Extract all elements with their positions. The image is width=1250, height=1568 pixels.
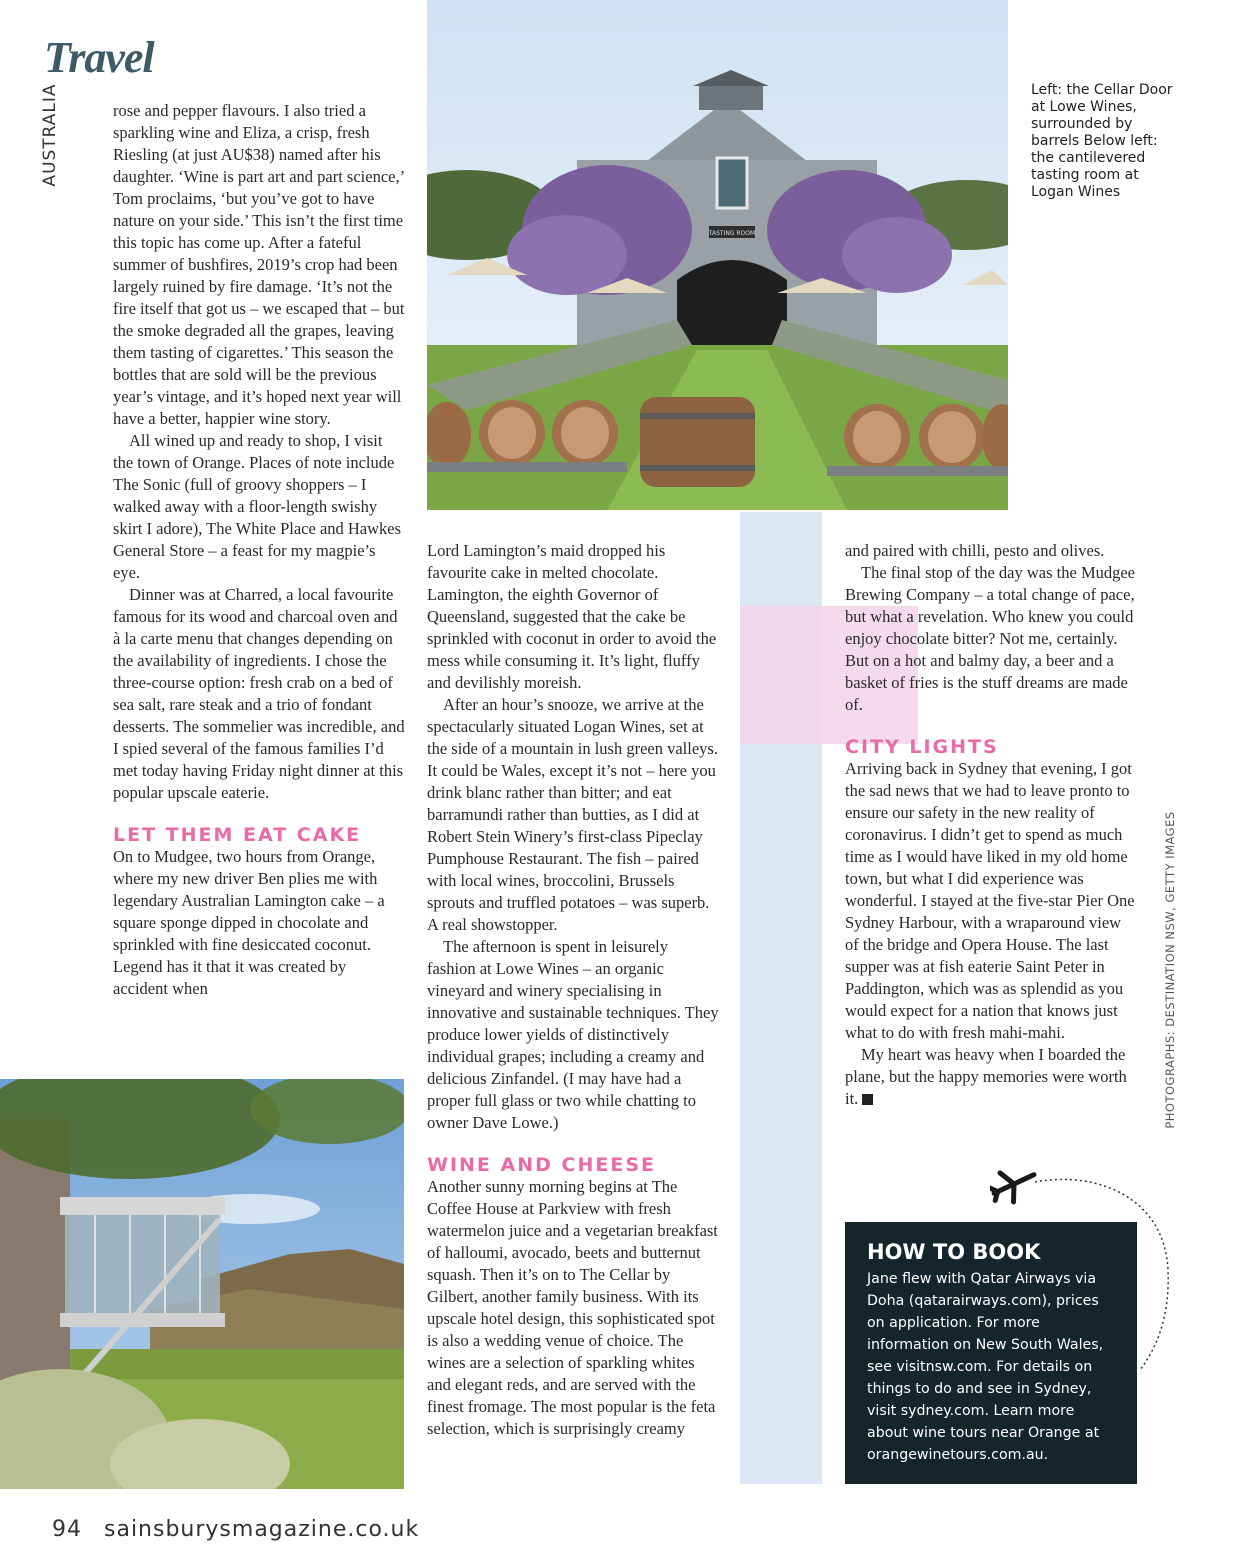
article-column-1 bbox=[113, 100, 405, 1000]
photo-credit bbox=[1150, 810, 1190, 1130]
photo-caption: Left: the Cellar Door at Lowe Wines, surrounded by barrels Below left: the cantilevered tasting room at Logan Wines bbox=[1031, 82, 1173, 200]
tasting-room-illustration bbox=[0, 1079, 404, 1489]
spacer bbox=[113, 804, 405, 824]
how-to-book-title: HOW TO BOOK bbox=[867, 1240, 1041, 1264]
tasting-room-sign: TASTING ROOM bbox=[708, 230, 756, 237]
paragraph: Dinner was at Charred, a local favourite famous for its wood and charcoal oven and à la carte menu that changes depending on the availability of ingredients. I chose the three-course option: fresh crab on a bed of sea salt, rare steak and a trio of fondant desserts. The sommelier was incredible, and I spied several of the famous families I’d met today having Friday night dinner at this popular upscale eaterie. bbox=[113, 585, 405, 802]
article-column-2 bbox=[427, 540, 719, 1440]
photo-credit-text: PHOTOGRAPHS: DESTINATION NSW, GETTY IMAGES bbox=[1163, 811, 1177, 1129]
subheading-wine-and-cheese: WINE AND CHEESE bbox=[427, 1154, 656, 1176]
paragraph: and paired with chilli, pesto and olives. bbox=[845, 541, 1105, 560]
paragraph: Arriving back in Sydney that evening, I got the sad news that we had to leave pronto to ensure our safety in the new reality of coronavirus. I didn’t get to spend as much time as I would have liked in my old home town, but what I did experience was wonderful. I stayed at the five-star Pier One Sydney Harbour, with a wraparound view of the bridge and Opera House. The last supper was at fish eaterie Saint Peter in Paddington, which was as splendid as you would expect for a nation that knows just what to do with fresh mahi-mahi. bbox=[845, 759, 1135, 1042]
section-label-text: AUSTRALIA bbox=[40, 83, 60, 187]
paragraph-final bbox=[845, 1044, 1137, 1110]
section-label bbox=[30, 80, 70, 190]
paragraph: Another sunny morning begins at The Coffee House at Parkview with fresh watermelon juice and a vegetarian breakfast of halloumi, avocado, beets and butternut squash. Then it’s on to The Cellar by Gilbert, another family business. With its upscale hotel design, this sophisticated spot is also a wedding venue of choice. The wines are a selection of sparkling whites and elegant reds, and are served with the finest fromage. The most popular is the feta selection, which is surprisingly creamy bbox=[427, 1177, 718, 1438]
photo-cellar-door bbox=[427, 0, 1008, 510]
how-to-book-box bbox=[845, 1222, 1137, 1484]
article-column-3 bbox=[845, 540, 1137, 1110]
section-logo: Travel bbox=[44, 33, 154, 82]
paragraph: All wined up and ready to shop, I visit the town of Orange. Places of note include The Sonic (full of groovy shoppers – I walked away with a floor-length swishy skirt I adore), The White Place and Hawkes General Store – a feast for my magpie’s eye. bbox=[113, 431, 402, 582]
airplane-icon bbox=[990, 1160, 1041, 1208]
spacer bbox=[427, 1134, 719, 1154]
paragraph: The final stop of the day was the Mudgee Brewing Company – a total change of pace, but what a revelation. Who knew you could enjoy chocolate bitter? Not me, certainly. But on a hot and balmy day, a beer and a basket of fries is the stuff dreams are made of. bbox=[845, 563, 1136, 714]
how-to-book-text: Jane flew with Qatar Airways via Doha (qatarairways.com), prices on application. For more information on New South Wales, see visitnsw.com. For details on things to do and see in Sydney, visit sydney.com. Learn more about wine tours near Orange at orangewinetours.com.au. bbox=[867, 1271, 1104, 1463]
cellar-door-illustration bbox=[427, 0, 1008, 510]
spacer bbox=[845, 716, 1137, 736]
subheading-city-lights: CITY LIGHTS bbox=[845, 736, 999, 758]
paragraph: The afternoon is spent in leisurely fashion at Lowe Wines – an organic vineyard and winery specialising in innovative and sustainable techniques. They produce lower yields of distinctively individual grapes; including a creamy and delicious Zinfandel. (I may have had a proper full glass or two while chatting to owner Dave Lowe.) bbox=[427, 937, 719, 1132]
paragraph: On to Mudgee, two hours from Orange, where my new driver Ben plies me with legendary Australian Lamington cake – a square sponge dipped in chocolate and sprinkled with fine desiccated coconut. Legend has it that it was created by accident when bbox=[113, 847, 385, 998]
paragraph: rose and pepper flavours. I also tried a sparkling wine and Eliza, a crisp, fresh Riesling (at just AU$38) named after his daughter. ‘Wine is part art and part science,’ Tom proclaims, ‘but you’ve got to have nature on your side.’ This isn’t the first time this topic has come up. After a fateful summer of bushfires, 2019’s crop had been largely ruined by fire damage. ‘It’s not the fire itself that got us – we escaped that – but the smoke degraded all the grapes, leaving them tasting of cigarettes.’ This season the bottles that are sold will be the previous year’s vintage, and it’s hoped next year will have a better, happier wine story. bbox=[113, 101, 405, 428]
paragraph: After an hour’s snooze, we arrive at the spectacularly situated Logan Wines, set at the side of a mountain in lush green valleys. It could be Wales, except it’s not – here you drink blanc rather than bitter; and eat barramundi rather than butties, as I did at Robert Stein Winery’s first-class Pipeclay Pumphouse Restaurant. The fish – paired with local wines, broccolini, Brussels sprouts and truffled potatoes – was superb. A real showstopper. bbox=[427, 695, 718, 934]
paragraph: Lord Lamington’s maid dropped his favourite cake in melted chocolate. Lamington, the eighth Governor of Queensland, suggested that the cake be sprinkled with coconut in order to avoid the mess while consuming it. It’s light, fluffy and devilishly moreish. bbox=[427, 541, 717, 692]
page-number: 94 bbox=[52, 1517, 82, 1542]
subheading-let-them-eat-cake: LET THEM EAT CAKE bbox=[113, 824, 362, 846]
end-mark-icon bbox=[862, 1094, 873, 1105]
website-url: sainsburysmagazine.co.uk bbox=[104, 1517, 420, 1542]
paragraph-final-text: My heart was heavy when I boarded the plane, but the happy memories were worth it. bbox=[845, 1045, 1127, 1108]
page-footer bbox=[52, 1517, 419, 1542]
photo-tasting-room bbox=[0, 1079, 404, 1489]
